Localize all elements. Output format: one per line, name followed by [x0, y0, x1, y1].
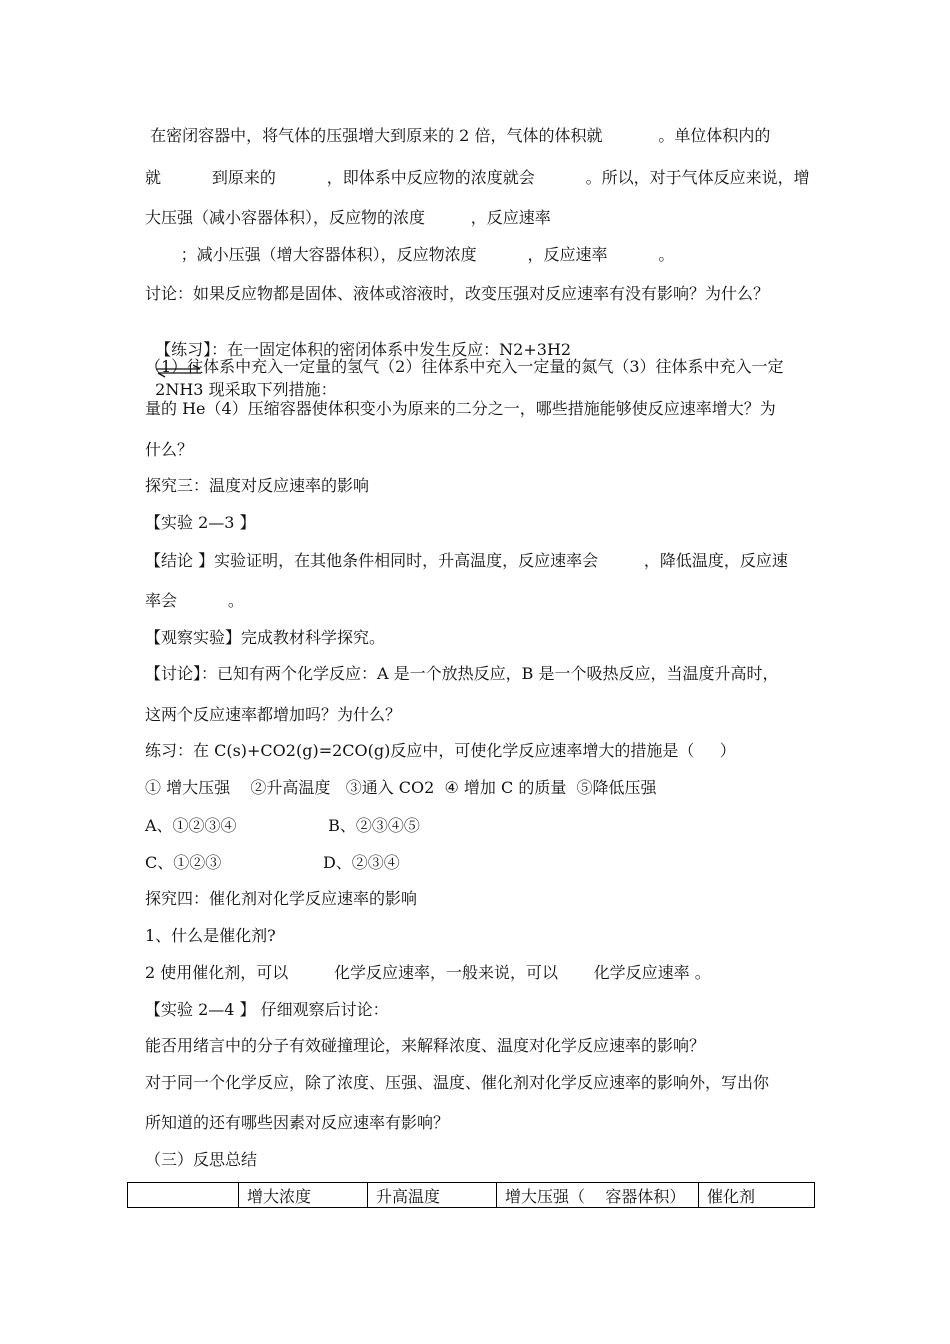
practice-choices: ① 增大压强 ②升高温度 ③通入 CO2 ④ 增加 C 的质量 ⑤降低压强 [145, 778, 657, 797]
answer-options-ab: A、①②③④ B、②③④⑤ [145, 816, 420, 835]
section-heading-temperature: 探究三：温度对反应速率的影响 [145, 476, 370, 495]
text-line-4: ；减小压强（增大容器体积），反应物浓度 ，反应速率 。 [145, 245, 675, 264]
answer-options-cd: C、①②③ D、②③④ [145, 853, 400, 872]
conclusion-line-2: 率会 。 [145, 591, 244, 610]
text-line-3: 大压强（减小容器体积），反应物的浓度 ，反应速率 [145, 208, 551, 227]
exercise-reaction-suffix: 2NH3 现采取下列措施： [155, 380, 337, 399]
table-header-row [128, 1183, 815, 1208]
other-factors-line-2: 所知道的还有哪些因素对反应速率有影响？ [145, 1113, 450, 1132]
summary-table [127, 1182, 815, 1208]
text-line-2: 就 到原来的 ，即体系中反应物的浓度就会 。所以，对于气体反应来说，增 [145, 168, 810, 187]
catalyst-question-2: 2 使用催化剂，可以 化学反应速率，一般来说，可以 化学反应速率 。 [145, 963, 711, 982]
exercise-options-2: 量的 He（4）压缩容器使体积变小为原来的二分之一，哪些措施能够使反应速率增大？为 [145, 399, 776, 418]
section-heading-catalyst: 探究四：催化剂对化学反应速率的影响 [145, 889, 418, 908]
other-factors-line-1: 对于同一个化学反应，除了浓度、压强、温度、催化剂对化学反应速率的影响外，写出你 [145, 1073, 770, 1092]
exercise-reaction-prefix: 【练习】：在一固定体积的密闭体系中发生反应：N2+3H2 [155, 340, 572, 359]
observe-experiment: 【观察实验】完成教材科学探究。 [145, 628, 386, 647]
exercise-options-1: （1）往体系中充入一定量的氢气（2）往体系中充入一定量的氮气（3）往体系中充入一定 [145, 357, 784, 376]
reflection-summary-heading: （三）反思总结 [145, 1150, 258, 1169]
practice-question: 练习：在 C(s)+CO2(g)=2CO(g)反应中，可使化学反应速率增大的措施是（ ） [145, 741, 736, 760]
catalyst-question-1: 1、什么是催化剂? [145, 926, 276, 945]
experiment-2-4: 【实验 2—4 】 仔细观察后讨论： [145, 1000, 389, 1019]
exercise-options-3: 什么？ [145, 440, 194, 459]
table-header-concentration: 增大浓度 [239, 1183, 368, 1208]
table-cell-empty [128, 1183, 239, 1208]
text-line-1: 在密闭容器中，将气体的压强增大到原来的 2 倍，气体的体积就 。单位体积内的 [145, 126, 771, 145]
table-header-temperature: 升高温度 [368, 1183, 497, 1208]
collision-theory-question: 能否用绪言中的分子有效碰撞理论，来解释浓度、温度对化学反应速率的影响？ [145, 1036, 706, 1055]
table-header-catalyst: 催化剂 [699, 1183, 815, 1208]
discussion-pressure: 讨论：如果反应物都是固体、液体或溶液时，改变压强对反应速率有没有影响？为什么？ [145, 284, 770, 303]
experiment-2-3: 【实验 2—3 】 [145, 513, 256, 532]
table-header-pressure: 增大压强（ 容器体积） [497, 1183, 699, 1208]
discussion-line-1: 【讨论】：已知有两个化学反应：A 是一个放热反应，B 是一个吸热反应，当温度升高时， [145, 664, 779, 683]
conclusion-line-1: 【结论 】实验证明，在其他条件相同时，升高温度，反应速率会 ，降低温度，反应速 [145, 551, 788, 570]
discussion-line-2: 这两个反应速率都增加吗？为什么？ [145, 705, 402, 724]
